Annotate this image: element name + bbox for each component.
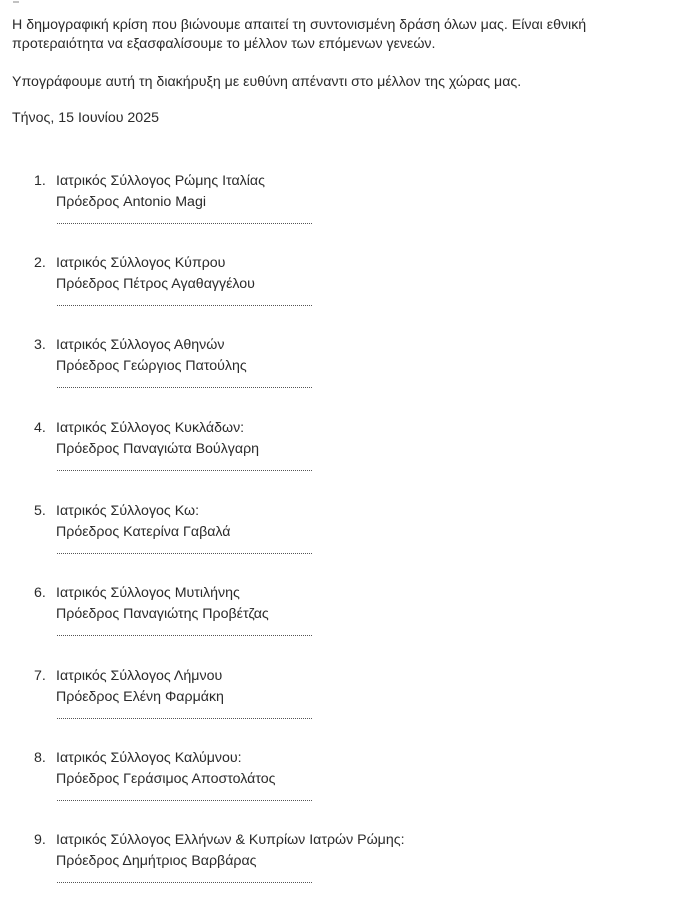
signatory-number: 4.	[34, 420, 46, 436]
signatory-item	[0, 417, 683, 499]
signature-line	[57, 800, 312, 801]
signatory-president: Πρόεδρος Ελένη Φαρμάκη	[56, 689, 224, 705]
signature-line	[57, 718, 312, 719]
signature-line	[57, 223, 312, 224]
signatory-organization: Ιατρικός Σύλλογος Καλύμνου:	[56, 750, 242, 766]
signatory-number: 1.	[34, 173, 46, 189]
signatory-president: Πρόεδρος Παναγιώτης Προβέτζας	[56, 606, 269, 622]
signatory-organization: Ιατρικός Σύλλογος Ελλήνων & Κυπρίων Ιατρών Ρώμης:	[56, 832, 405, 848]
signatory-president: Πρόεδρος Παναγιώτα Βούλγαρη	[56, 441, 260, 457]
place-date: Τήνος, 15 Ιουνίου 2025	[12, 110, 159, 126]
signatory-president: Πρόεδρος Antonio Magi	[56, 194, 206, 210]
signatory-number: 8.	[34, 750, 46, 766]
signatory-organization: Ιατρικός Σύλλογος Κυκλάδων:	[56, 420, 245, 436]
signatory-number: 5.	[34, 503, 46, 519]
signatory-president: Πρόεδρος Πέτρος Αγαθαγγέλου	[56, 276, 255, 292]
signatory-item	[0, 665, 683, 747]
signatory-item	[0, 334, 683, 416]
signatory-item	[0, 747, 683, 829]
signatory-organization: Ιατρικός Σύλλογος Κω:	[56, 503, 200, 519]
signatory-number: 7.	[34, 668, 46, 684]
signatory-item	[0, 252, 683, 334]
signatory-president: Πρόεδρος Δημήτριος Βαρβάρας	[56, 853, 257, 869]
signatory-item	[0, 582, 683, 664]
intro-line-1: Η δημογραφική κρίση που βιώνουμε απαιτεί τη συντονισμένη δράση όλων μας. Είναι εθνική	[12, 17, 587, 33]
signature-line	[57, 470, 312, 471]
signatory-president: Πρόεδρος Κατερίνα Γαβαλά	[56, 524, 231, 540]
signatory-president: Πρόεδρος Γεώργιος Πατούλης	[56, 358, 247, 374]
signatory-president: Πρόεδρος Γεράσιμος Αποστολάτος	[56, 771, 276, 787]
signatory-number: 2.	[34, 255, 46, 271]
signature-line	[57, 305, 312, 306]
signatory-organization: Ιατρικός Σύλλογος Μυτιλήνης	[56, 585, 240, 601]
signatory-item	[0, 170, 683, 252]
signatory-number: 6.	[34, 585, 46, 601]
signatory-organization: Ιατρικός Σύλλογος Ρώμης Ιταλίας	[56, 173, 265, 189]
signature-line	[57, 387, 312, 388]
signature-line	[57, 882, 312, 883]
intro-paragraph	[12, 16, 586, 54]
signatory-number: 9.	[34, 832, 46, 848]
intro-line-2: προτεραιότητα να εξασφαλίσουμε το μέλλον των επόμενων γενεών.	[12, 36, 436, 52]
signatory-organization: Ιατρικός Σύλλογος Αθηνών	[56, 337, 225, 353]
signatory-number: 3.	[34, 337, 46, 353]
signatory-item	[0, 829, 683, 911]
signatory-organization: Ιατρικός Σύλλογος Κύπρου	[56, 255, 226, 271]
signature-line	[57, 553, 312, 554]
signatory-item	[0, 500, 683, 582]
signatory-organization: Ιατρικός Σύλλογος Λήμνου	[56, 668, 223, 684]
signature-line	[57, 635, 312, 636]
signing-statement: Υπογράφουμε αυτή τη διακήρυξη με ευθύνη απέναντι στο μέλλον της χώρας μας.	[12, 74, 522, 90]
page-edge-mark	[13, 1, 19, 3]
